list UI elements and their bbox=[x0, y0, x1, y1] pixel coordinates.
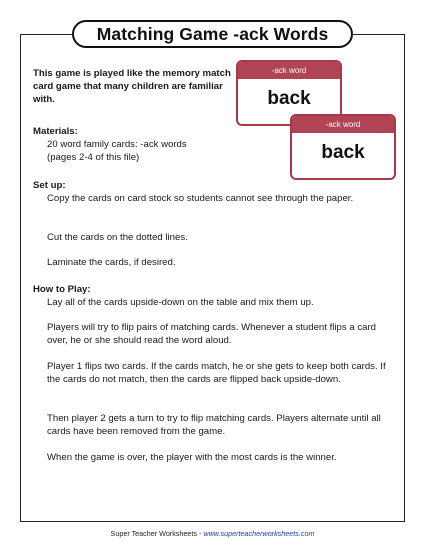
setup-step: Laminate the cards, if desired. bbox=[47, 257, 176, 268]
footer-link[interactable]: www.superteacherworksheets.com bbox=[203, 529, 315, 538]
page-border bbox=[20, 34, 405, 522]
howto-step: Lay all of the cards upside-down on the table and mix them up. bbox=[47, 297, 314, 308]
setup-heading: Set up: bbox=[33, 180, 66, 191]
materials-line: (pages 2-4 of this file) bbox=[47, 152, 140, 163]
card-word: back bbox=[267, 88, 311, 109]
card-header: -ack word bbox=[292, 116, 394, 133]
card-header: -ack word bbox=[238, 62, 340, 79]
card-word: back bbox=[321, 142, 365, 163]
howto-step: Then player 2 gets a turn to try to flip matching cards. Players alternate until all cards have been removed from the game. bbox=[47, 413, 381, 437]
page-title: Matching Game -ack Words bbox=[72, 20, 353, 48]
howto-step: Player 1 flips two cards. If the cards match, he or she gets to keep both cards. If the cards do not match, then the cards are flipped back upside-down. bbox=[47, 361, 386, 385]
materials-heading: Materials: bbox=[33, 126, 78, 137]
materials-line: 20 word family cards: -ack words bbox=[47, 139, 187, 150]
intro-text: This game is played like the memory match card game that many children are familiar with. bbox=[33, 68, 231, 105]
footer bbox=[0, 529, 425, 538]
howto-step: When the game is over, the player with the most cards is the winner. bbox=[47, 452, 337, 463]
footer-text: Super Teacher Worksheets - bbox=[110, 529, 204, 538]
setup-step: Cut the cards on the dotted lines. bbox=[47, 232, 188, 243]
howto-heading: How to Play: bbox=[33, 284, 91, 295]
howto-step: Players will try to flip pairs of matching cards. Whenever a student flips a card over, he or she should read the word aloud. bbox=[47, 322, 376, 346]
setup-step: Copy the cards on card stock so students cannot see through the paper. bbox=[47, 193, 354, 204]
